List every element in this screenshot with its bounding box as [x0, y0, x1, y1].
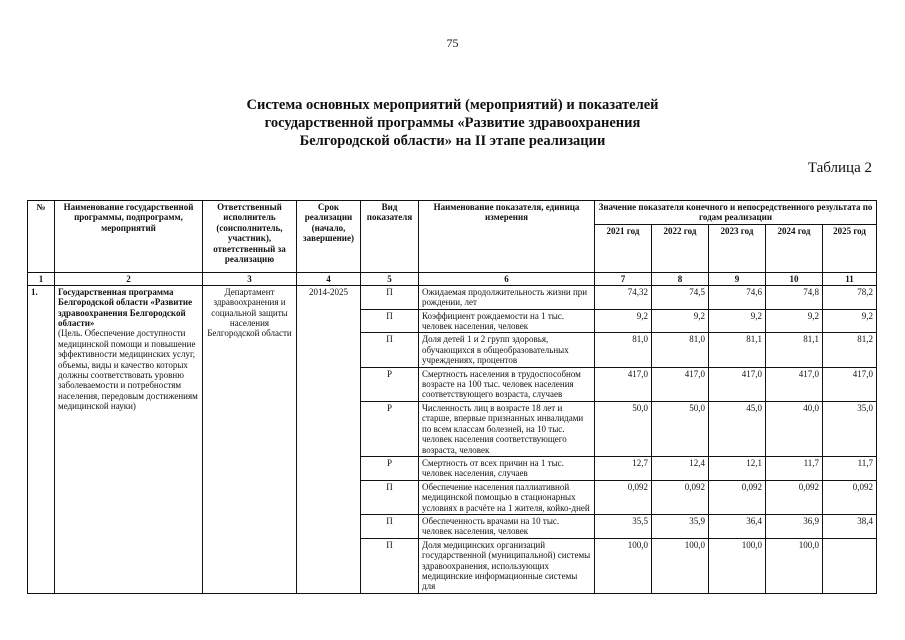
program-executor: Департамент здравоохранения и социальной защиты населения Белгородской области	[203, 285, 297, 593]
indicator-type: Р	[361, 367, 419, 401]
indicator-type: П	[361, 285, 419, 309]
indicator-type: П	[361, 514, 419, 538]
indicator-value: 100,0	[766, 538, 823, 593]
document-title	[120, 96, 785, 150]
indicator-value: 74,5	[652, 285, 709, 309]
column-number: 9	[709, 272, 766, 285]
column-number-row	[28, 272, 877, 285]
indicator-value: 35,0	[823, 401, 877, 456]
program-period: 2014-2025	[297, 285, 361, 593]
column-number: 7	[595, 272, 652, 285]
indicator-value: 81,2	[823, 333, 877, 367]
indicator-value: 78,2	[823, 285, 877, 309]
table-row	[28, 285, 877, 309]
indicator-value: 417,0	[652, 367, 709, 401]
column-number: 4	[297, 272, 361, 285]
indicator-value: 11,7	[823, 456, 877, 480]
indicator-type: Р	[361, 456, 419, 480]
indicator-value: 50,0	[595, 401, 652, 456]
indicator-name: Ожидаемая продолжительность жизни при рождении, лет	[419, 285, 595, 309]
indicator-value: 38,4	[823, 514, 877, 538]
indicator-value: 417,0	[595, 367, 652, 401]
column-number: 6	[419, 272, 595, 285]
indicator-value: 100,0	[652, 538, 709, 593]
column-number: 8	[652, 272, 709, 285]
indicator-value: 417,0	[709, 367, 766, 401]
indicator-value: 74,6	[709, 285, 766, 309]
indicator-value: 12,7	[595, 456, 652, 480]
indicator-name: Доля медицинских организаций государственной (муниципальной) системы здравоохранения, использующих медицинские информационные системы для	[419, 538, 595, 593]
program-name: Государственная программа Белгородской области «Развитие здравоохранения Белгородской области»	[58, 286, 193, 329]
indicators-table	[27, 200, 877, 594]
indicator-value: 0,092	[709, 480, 766, 514]
indicator-value: 35,9	[652, 514, 709, 538]
indicator-type: Р	[361, 401, 419, 456]
indicator-value: 74,32	[595, 285, 652, 309]
column-number: 1	[28, 272, 55, 285]
indicator-value: 417,0	[823, 367, 877, 401]
indicator-type: П	[361, 333, 419, 367]
indicator-value: 9,2	[595, 309, 652, 333]
indicator-value: 50,0	[652, 401, 709, 456]
indicator-value: 9,2	[823, 309, 877, 333]
program-goal: (Цель. Обеспечение доступности медицинской помощи и повышение эффективности медицинских услуг, объемы, виды и качество которых должны соответствовать уровню заболеваемости и потребностям населения, передовым достижениям медицинской науки)	[58, 328, 198, 412]
indicator-name: Доля детей 1 и 2 групп здоровья, обучающихся в общеобразовательных учреждениях, процентов	[419, 333, 595, 367]
indicator-value: 81,1	[709, 333, 766, 367]
indicator-value: 12,4	[652, 456, 709, 480]
indicator-value: 100,0	[595, 538, 652, 593]
table-label: Таблица 2	[807, 160, 872, 176]
indicator-type: П	[361, 480, 419, 514]
indicator-name: Численность лиц в возрасте 18 лет и старше, впервые признанных инвалидами по всем классам болезней, на 10 тыс. человек населения соответствующего возраста, человек	[419, 401, 595, 456]
header-indicator-name: Наименование показателя, единица измерения	[419, 201, 595, 273]
header-year: 2025 год	[823, 224, 877, 272]
indicator-value: 0,092	[823, 480, 877, 514]
header-executor: Ответственный исполнитель (соисполнитель, участник), ответственный за реализацию	[203, 201, 297, 273]
indicator-value: 81,0	[595, 333, 652, 367]
column-number: 5	[361, 272, 419, 285]
header-year: 2023 год	[709, 224, 766, 272]
indicator-value: 35,5	[595, 514, 652, 538]
column-number: 11	[823, 272, 877, 285]
program-name-cell	[55, 285, 203, 593]
header-period: Срок реализации (начало, завершение)	[297, 201, 361, 273]
indicator-name: Коэффициент рождаемости на 1 тыс. человек населения, человек	[419, 309, 595, 333]
header-year: 2024 год	[766, 224, 823, 272]
header-year: 2022 год	[652, 224, 709, 272]
indicator-value: 0,092	[766, 480, 823, 514]
indicator-value: 81,0	[652, 333, 709, 367]
title-line: Белгородской области» на II этапе реализации	[299, 133, 606, 149]
title-line: Система основных мероприятий (мероприятий) и показателей	[246, 97, 659, 113]
indicator-value: 74,8	[766, 285, 823, 309]
indicator-name: Смертность населения в трудоспособном возрасте на 100 тыс. человек населения соответствующего возраста, случаев	[419, 367, 595, 401]
program-number: 1.	[28, 285, 55, 593]
indicator-value: 9,2	[652, 309, 709, 333]
indicator-value: 0,092	[595, 480, 652, 514]
indicator-type: П	[361, 309, 419, 333]
indicator-value: 12,1	[709, 456, 766, 480]
column-number: 2	[55, 272, 203, 285]
indicator-value: 100,0	[709, 538, 766, 593]
page-number: 75	[446, 36, 459, 50]
indicator-name: Смертность от всех причин на 1 тыс. человек населения, случаев	[419, 456, 595, 480]
indicator-value: 40,0	[766, 401, 823, 456]
indicator-value: 9,2	[766, 309, 823, 333]
header-year: 2021 год	[595, 224, 652, 272]
indicator-value: 417,0	[766, 367, 823, 401]
column-number: 10	[766, 272, 823, 285]
header-indicator-type: Вид показателя	[361, 201, 419, 273]
header-program: Наименование государственной программы, подпрограмм, мероприятий	[55, 201, 203, 273]
indicator-value: 11,7	[766, 456, 823, 480]
indicator-name: Обеспечение населения паллиативной медицинской помощью в стационарных условиях в расчёте на 1 жителя, койко-дней	[419, 480, 595, 514]
indicator-value: 9,2	[709, 309, 766, 333]
column-number: 3	[203, 272, 297, 285]
indicator-value: 81,1	[766, 333, 823, 367]
indicator-value: 45,0	[709, 401, 766, 456]
title-line: государственной программы «Развитие здравоохранения	[264, 115, 641, 131]
indicator-value: 36,4	[709, 514, 766, 538]
indicator-value: 0,092	[652, 480, 709, 514]
header-values-group: Значение показателя конечного и непосредственного результата по годам реализации	[595, 201, 877, 225]
indicator-type: П	[361, 538, 419, 593]
indicator-value: 36,9	[766, 514, 823, 538]
indicator-value	[823, 538, 877, 593]
indicator-name: Обеспеченность врачами на 10 тыс. человек населения, человек	[419, 514, 595, 538]
header-no: №	[28, 201, 55, 273]
